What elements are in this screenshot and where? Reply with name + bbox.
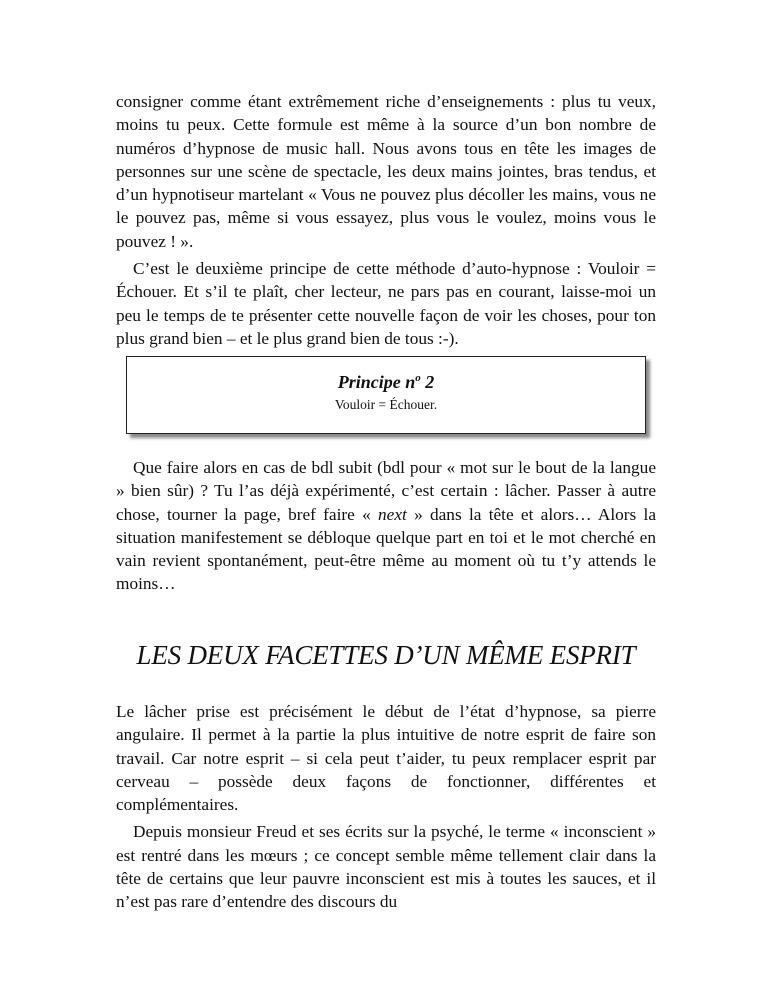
principle-title-superscript: o xyxy=(415,372,421,384)
text-block-top xyxy=(116,90,656,350)
paragraph-bdl xyxy=(116,456,656,596)
paragraph-bdl-part1: Que faire alors en cas de bdl subit (bdl pour « mot sur le bout de la langue » bien sûr) ? Tu l’as déjà expérimenté, c’est certain : lâcher. Passer à autre chose, tourner la page, bref faire « xyxy=(116,458,656,524)
text-block-bottom xyxy=(116,700,656,914)
principle-callout-box xyxy=(126,356,646,434)
principle-title xyxy=(127,372,645,393)
principle-body: Vouloir = Échouer. xyxy=(334,397,438,412)
principle-title-number: 2 xyxy=(420,372,435,392)
principle-title-prefix: Principe n xyxy=(337,372,416,392)
paragraph-letting-go: Le lâcher prise est précisément le début de l’état d’hypnose, sa pierre angulaire. Il permet à la partie la plus intuitive de notre esprit de faire son travail. Car notre esprit – si cela peut t’aider, tu peux remplacer esprit par cerveau – possède deux façons de fonctionner, différentes et complémentaires. xyxy=(116,702,656,815)
paragraph-bdl-part2: » dans la tête et alors… Alors la situation manifestement se débloque quelque part en toi et le mot cherché en vain revient spontanément, peut-être même au moment où tu t’y attends le moins… xyxy=(116,504,656,594)
paragraph-bdl-italic: next xyxy=(378,504,407,524)
paragraph-continued: consigner comme étant extrêmement riche d’enseignements : plus tu veux, moins tu peux. Cette formule est même à la source d’un bon nombre de numéros d’hypnose de music hall. Nous avons tous en tête les images de personnes sur une scène de spectacle, les deux mains jointes, bras tendus, et d’un hypnotiseur martelant « Vous ne pouvez plus décoller les mains, vous ne le pouvez pas, même si vous essayez, plus vous le voulez, moins vous le pouvez ! ». xyxy=(116,92,656,251)
section-heading: LES DEUX FACETTES D’UN MÊME ESPRIT xyxy=(136,640,636,670)
paragraph-principle-intro: C’est le deuxième principe de cette méthode d’auto-hypnose : Vouloir = Échouer. Et s’il te plaît, cher lecteur, ne pars pas en courant, laisse-moi un peu le temps de te présenter cette nouvelle façon de voir les choses, pour ton plus grand bien – et le plus grand bien de tous :-). xyxy=(116,259,656,348)
paragraph-freud: Depuis monsieur Freud et ses écrits sur la psyché, le terme « inconscient » est rentré dans les mœurs ; ce concept semble même tellement clair dans la tête de certains que leur pauvre inconscient est mis à toutes les sauces, et il n’est pas rare d’entendre des discours du xyxy=(116,822,656,912)
text-block-middle xyxy=(116,456,656,596)
